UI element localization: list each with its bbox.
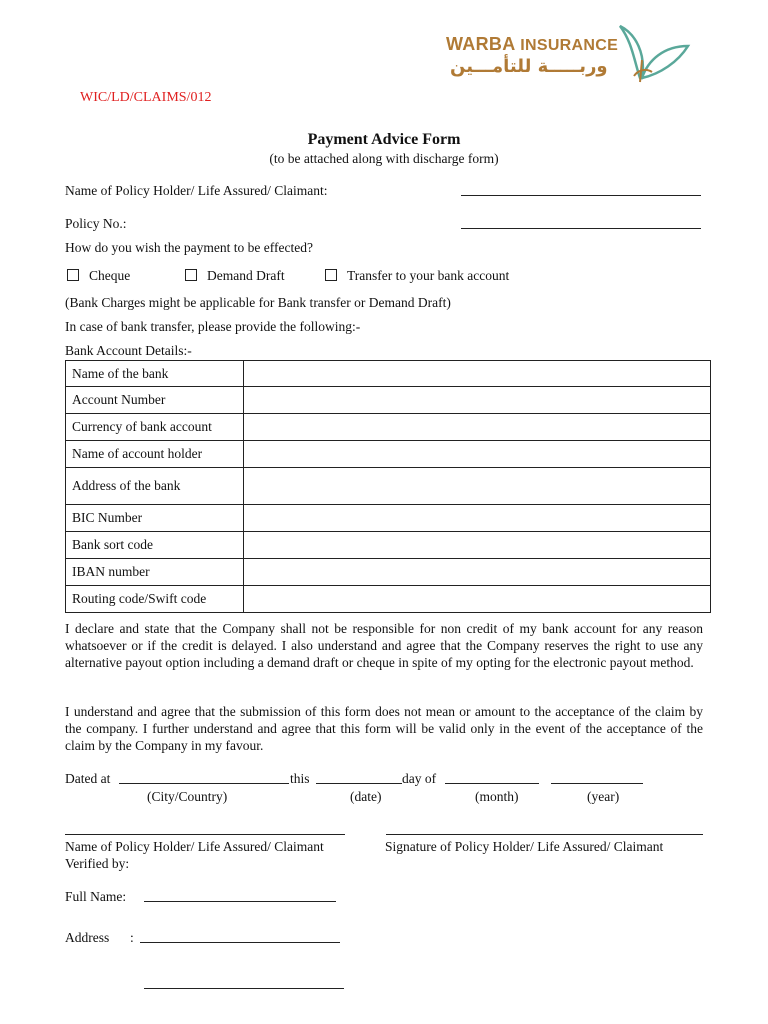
bank-row-label: Currency of bank account <box>66 414 244 441</box>
option-bank-transfer[interactable] <box>325 268 509 284</box>
logo-suffix: INSURANCE <box>520 37 619 54</box>
city-country-field[interactable] <box>119 771 289 784</box>
logo-arabic: وربـــــة للتأمـــين <box>450 56 608 77</box>
table-row <box>66 532 711 559</box>
cheque-label: Cheque <box>89 268 131 283</box>
address-label: Address <box>65 930 110 945</box>
bank-row-label: Name of the bank <box>66 361 244 387</box>
date-field[interactable] <box>316 771 402 784</box>
month-caption: (month) <box>475 789 519 804</box>
dated-at-label: Dated at <box>65 771 111 786</box>
bank-row-label: Name of account holder <box>66 441 244 468</box>
account-number-input[interactable] <box>244 387 711 414</box>
bank-row-label: Routing code/Swift code <box>66 586 244 613</box>
policy-holder-field[interactable] <box>461 183 701 196</box>
iban-input[interactable] <box>244 559 711 586</box>
table-row <box>66 387 711 414</box>
option-demand-draft[interactable] <box>185 268 285 284</box>
table-row <box>66 361 711 387</box>
table-row <box>66 559 711 586</box>
policy-no-field[interactable] <box>461 216 701 229</box>
page-title: Payment Advice Form <box>307 131 461 148</box>
logo-english <box>446 34 618 55</box>
declaration-paragraph-2: I understand and agree that the submission of this form does not mean or amount to the acceptance of the claim by the company. I further understand and agree that this form will be valid only in the event of the acceptance of the claim by the Company in my favour. <box>65 704 703 753</box>
address-colon: : <box>130 930 134 945</box>
signature-line[interactable] <box>386 822 703 835</box>
bank-row-label: BIC Number <box>66 505 244 532</box>
bank-details-label: Bank Account Details:- <box>65 343 192 358</box>
policy-holder-label: Name of Policy Holder/ Life Assured/ Claimant: <box>65 183 328 198</box>
bank-transfer-note: In case of bank transfer, please provide the following:- <box>65 319 361 334</box>
year-caption: (year) <box>587 789 620 804</box>
bank-row-label: IBAN number <box>66 559 244 586</box>
table-row <box>66 468 711 505</box>
name-signature-line[interactable] <box>65 822 345 835</box>
address-field-line-2[interactable] <box>144 976 344 989</box>
form-reference-code: WIC/LD/CLAIMS/012 <box>80 90 212 105</box>
swift-code-input[interactable] <box>244 586 711 613</box>
address-field-line-1[interactable] <box>140 930 340 943</box>
demand-draft-label: Demand Draft <box>207 268 285 283</box>
bank-name-input[interactable] <box>244 361 711 387</box>
city-country-caption: (City/Country) <box>147 789 228 804</box>
sort-code-input[interactable] <box>244 532 711 559</box>
full-name-field[interactable] <box>144 889 336 902</box>
name-line-caption: Name of Policy Holder/ Life Assured/ Claimant <box>65 839 324 854</box>
bank-transfer-checkbox[interactable] <box>325 269 337 281</box>
table-row <box>66 586 711 613</box>
month-field[interactable] <box>445 771 539 784</box>
page-subtitle: (to be attached along with discharge form) <box>269 151 499 166</box>
full-name-label: Full Name: <box>65 889 127 904</box>
company-logo <box>444 20 694 84</box>
option-cheque[interactable] <box>67 268 130 284</box>
policy-no-label: Policy No.: <box>65 216 127 231</box>
declaration-paragraph-1: I declare and state that the Company shall not be responsible for non credit of my bank account for any reason whatsoever or if the credit is delayed. I also understand and agree that the Company reserves the right to use any alternative payout option including a demand draft or cheque in spite of my opting for the electronic payout method. <box>65 621 703 670</box>
verified-by-label: Verified by: <box>65 856 130 871</box>
bank-row-label: Account Number <box>66 387 244 414</box>
cheque-checkbox[interactable] <box>67 269 79 281</box>
this-label: this <box>290 771 310 786</box>
bic-number-input[interactable] <box>244 505 711 532</box>
payment-question: How do you wish the payment to be effected? <box>65 240 313 255</box>
bank-row-label: Address of the bank <box>66 468 244 505</box>
year-field[interactable] <box>551 771 643 784</box>
bank-address-input[interactable] <box>244 468 711 505</box>
table-row <box>66 505 711 532</box>
logo-brand: WARBA <box>446 34 516 54</box>
account-holder-input[interactable] <box>244 441 711 468</box>
date-caption: (date) <box>350 789 382 804</box>
bank-row-label: Bank sort code <box>66 532 244 559</box>
bank-charges-note: (Bank Charges might be applicable for Bank transfer or Demand Draft) <box>65 295 451 310</box>
day-of-label: day of <box>402 771 437 786</box>
currency-input[interactable] <box>244 414 711 441</box>
signature-line-caption: Signature of Policy Holder/ Life Assured/ Claimant <box>385 839 664 854</box>
leaf-logo-icon <box>612 20 692 84</box>
bank-transfer-label: Transfer to your bank account <box>347 268 510 283</box>
bank-details-table <box>65 360 711 613</box>
table-row <box>66 441 711 468</box>
table-row <box>66 414 711 441</box>
demand-draft-checkbox[interactable] <box>185 269 197 281</box>
